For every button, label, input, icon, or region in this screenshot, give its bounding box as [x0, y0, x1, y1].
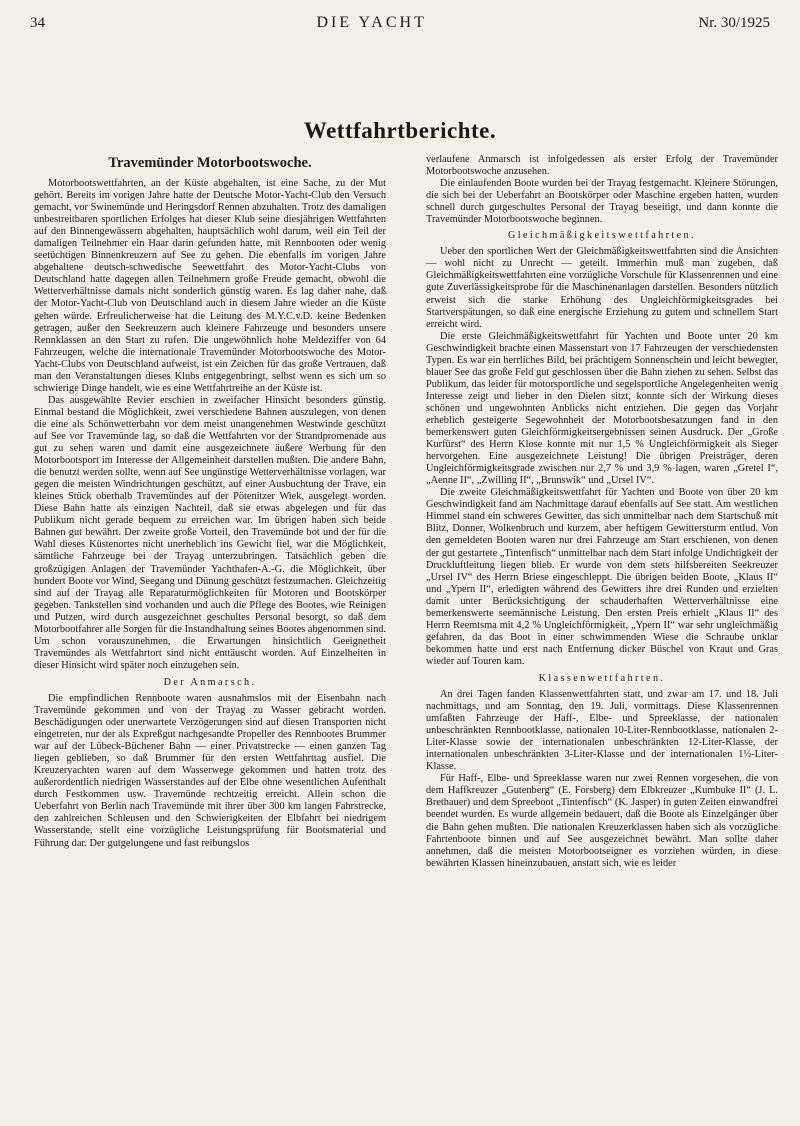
left-column — [34, 154, 386, 1116]
section-title: Wettfahrtberichte. — [303, 118, 497, 143]
page-number: 34 — [30, 15, 45, 31]
subheading-anmarsch: Der Anmarsch. — [163, 676, 257, 688]
paragraph: Das ausgewählte Revier erschien in zweifacher Hinsicht besonders günstig. Einmal bestand die Möglichkeit, zwei verschiedene Bahnen auszulegen, von denen die eine als Schönwetterbahn vor dem meist unangenehmen Westwinde geschützt auf See vor Travemünde lag, so daß die Wettfahrten vor der Strandpromenade aus gut zu sehen waren und damit eine ausgezeichnete äußere Werbung für den Motorbootsport im Interesse der Allgemeinheit darstellen mußten. Die andere Bahn, die benutzt werden sollte, wenn auf See ungünstige Wetterverhältnisse vorlagen, war gegen die meisten Windrichtungen geschützt, auf einer Ausbuchtung der Trave, ein kleines Stück oberhalb Travemündes auf der Pötenitzer Wiek, ausgelegt worden. Diese Bahn hatte als einzigen Nachteil, daß sie etwas abgelegen und für das Publikum nicht gerade bequem zu erreichen war. Im übrigen haben sich beide Bahnen gut bewährt. Der zweite große Vorteil, den Travemünde bot und der für die Wahl dieses Küstenortes nicht unerheblich ins Gewicht fiel, war die Möglichkeit, sämtliche Fahrzeuge bei der Trayag unterzubringen. Tatsächlich geben die großzügigen Anlagen der Travemünder Yachthafen-A.-G. die Möglichkeit, über hundert Boote vor Wind, Seegang und Dünung geschützt festzumachen. Gleichzeitig sind auf der Trayag alle Reparaturmöglichkeiten für Motoren und Bootskörper gegeben. Tankstellen sind vorhanden und auch die Pflege des Bootes, wie Reinigen und Putzen, wird durch ausgezeichnet geschultes Personal besorgt, so daß dem Motorbootfahrer alle Sorgen für die Instandhaltung seines Bootes abgenommen sind. Um schon vorauszunehmen, die Erwartungen hinsichtlich Geeignetheit Travemündes als Wettfahrtort sind nicht enttäuscht worden. Auf Einzelheiten in dieser Hinsicht wird später noch einzugehen sein. — [34, 394, 386, 671]
running-head — [30, 14, 770, 32]
paragraph: An drei Tagen fanden Klassenwettfahrten statt, und zwar am 17. und 18. Juli nachmittags, und am Sonntag, den 19. Juli, vormittags. Diese Klassenrennen umfaßten Fahrzeuge der Haff-, Elbe- und Spreeklasse, der nationalen unbeschränkten Rennbootklasse, nationalen 10-Liter-Rennbootklasse, nationalen 2-Liter-Klasse sowie der internationalen unbeschränkten 12-Liter-Klasse, der internationalen unbeschränkten 3-Liter-Klasse und der internationalen 1½-Liter-Klasse. — [426, 689, 778, 773]
paragraph: Motorbootswettfahrten, an der Küste abgehalten, ist eine Sache, zu der Mut gehört. Bereits im vorigen Jahre hatte der Deutsche Motor-Yacht-Club den Versuch gemacht, vor Swinemünde und Heringsdorf Rennen abzuhalten. Trotz des damaligen unbestreitbaren sportlichen Erfolges hat dieser Klub seine diesjährigen Wettfahrten auf den Binnengewässern abgehalten, hauptsächlich wohl darum, weil ein Teil der damaligen Teilnehmer ein Haar darin gefunden hatte, mit Rennbooten oder wenig seetüchtigen Binnenkreuzern auf See zu gehen. Die ebenfalls im vorigen Jahre abgehaltene deutsch-schwedische Seewettfahrt des Motor-Yacht-Clubs von Deutschland hatte dagegen allen Teilnehmern große Freude gemacht, obwohl die Wetterverhältnisse damals nicht sonderlich günstig waren. Es lag daher nahe, daß der Motor-Yacht-Club von Deutschland auch in diesem Jahre wieder an die Küste gehen würde. Erfreulicherweise hat die Leitung des M.Y.C.v.D. keine Bedenken getragen, außer den Seekreuzern auch kleinere Fahrzeuge und besonders unsere Rennklassen an den Start zu rufen. Die ungewöhnlich hohe Meldeziffer von 64 Fahrzeugen, welche die internationale Travemünder Motorbootswoche des Motor-Yacht-Clubs von Deutschland aufweist, ist ein Zeichen für das große Vertrauen, daß man den Veranstaltungen dieses Klubs entgegenbringt, selbst wenn es sich um so schwierige Dinge handelt, wie es eine Wettfahrtreihe an der Küste ist. — [34, 178, 386, 394]
subheading-gleichmaessigkeit: Gleichmäßigkeitswettfahrten. — [508, 230, 696, 242]
journal-title: DIE YACHT — [316, 14, 427, 31]
subheading-klassenwettfahrten: Klassenwettfahrten. — [538, 672, 666, 684]
paragraph: Die einlaufenden Boote wurden bei der Trayag festgemacht. Kleinere Störungen, die sich bei der Ueberfahrt an Bootskörper oder Maschine ergeben hatten, wurden schnell durch gutgeschultes Personal der Trayag beseitigt, und dann konnte die Travemünder Motorbootswoche beginnen. — [426, 178, 778, 226]
paragraph: verlaufene Anmarsch ist infolgedessen als erster Erfolg der Travemünder Motorbootswoche anzusehen. — [426, 154, 778, 178]
paragraph: Die erste Gleichmäßigkeitswettfahrt für Yachten und Boote unter 20 km Geschwindigkeit brachte einen Massenstart von 17 Fahrzeugen der verschiedensten Typen. Es war ein herrliches Bild, bei prächtigem Sonnenschein und leicht bewegter, blauer See das große Feld gut geschlossen über die Bahn ziehen zu sehen. Selbst das Publikum, das leider für motorsportliche und segelsportliche Angelegenheiten wenig Interesse zeigt und lieber in den Dielen sitzt, konnte sich der Wirkung dieses schönen und ungewohnten Anblicks nicht entziehen. Die gegen das Vorjahr erheblich gesteigerte Segewohnheit der Motorbootsbesatzungen fand in den bemerkenswert guten Gleichförmigkeitsergebnissen seinen Ausdruck. Der „Große Kurfürst“ des Herrn Klose konnte mit nur 1,5 % Ungleichförmigkeit als Sieger hervorgehen. Eine ausgezeichnete Leistung! Die übrigen Preisträger, deren Ungleichförmigkeitsgrade zwischen nur 2,7 % und 3,9 % lagen, waren „Gretel I“, „Aenne II“, „Zwilling II“, „Brunswik“ und „Ursel IV“. — [426, 330, 778, 487]
paragraph: Die zweite Gleichmäßigkeitswettfahrt für Yachten und Boote von über 20 km Geschwindigkeit fand am Nachmittage darauf ebenfalls auf See statt. Am westlichen Himmel stand ein schweres Gewitter, das sich unmittelbar nach dem Startschuß mit Blitz, Donner, Wolkenbruch und kurzem, aber heftigem Gewittersturm entlud. Von den gemeldeten Booten waren nur drei Fahrzeuge am Start erschienen, von denen der gut gestartete „Tintenfisch“ unmittelbar nach dem Start infolge Undichtigkeit der Druckluftleitung liegen blieb. Er wurde von dem stets hilfsbereiten Seekreuzer „Ursel IV“ des Herrn Briese eingeschleppt. Die übrigen beiden Boote, „Klaus II“ und „Ypern II“, erledigten während des Gewitters ihre drei Runden und erzielten damit unter Berücksichtigung der schauderhaften Wetterverhältnisse eine bemerkenswerte seemännische Leistung. Den ersten Preis erhielt „Klaus II“ des Herrn Reemtsma mit 4,2 % Ungleichförmigkeit, „Ypern II“ war sehr ungleichmäßig gefahren, da das Boot in einer schwimmenden Wiese die Schraube unklar bekommen hatte und erst nach Entfernung dicker Büschel von Kraut und Gras wieder auf Touren kam. — [426, 487, 778, 667]
paragraph: Ueber den sportlichen Wert der Gleichmäßigkeitswettfahrten sind die Ansichten — wohl nicht zu Unrecht — geteilt. Immerhin muß man zugeben, daß Gleichmäßigkeitswettfahrten eine vorzügliche Vorschule für Klassenrennen und eine gute Zuverlässigkeitsprobe für die Maschinenanlagen darstellen. Besonders nützlich erweist sich die starke Erhöhung des Ungleichförmigkeitsgrades bei Startverspätungen, so daß eine energische Erziehung zu gutem und schnellem Start erreicht wird. — [426, 246, 778, 330]
paragraph: Die empfindlichen Rennboote waren ausnahmslos mit der Eisenbahn nach Travemünde gekommen und von der Trayag zu Wasser gebracht worden. Beschädigungen oder unerwartete Verzögerungen sind auf diesen Transporten nicht eingetreten, nur der als Expreßgut nachgesandte Propeller des Rennbootes Brummer war auf der Lübeck-Büchener Bahn — einer Privatstrecke — einen ganzen Tag liegen geblieben, so daß Brummer für den ersten Wettfahrttag ausfiel. Die Kreuzeryachten waren auf dem Wasserwege gekommen und hatten trotz des außerordentlich niedrigen Wasserstandes auf der Elbe ohne wesentlichen Aufenthalt durch Festkommen usw. Travemünde rechtzeitig erreicht. Allein schon die Ueberfahrt von Berlin nach Travemünde mit ihrer über 300 km langen Fahrstrecke, den zahlreichen Schleusen und den Schwierigkeiten der Elbfahrt bei niedrigem Wasserstande, stellt eine vorzügliche Leistungsprüfung für Bootsmaterial und Führung dar. Der gutgelungene und fast reibungslos — [34, 692, 386, 849]
right-column — [426, 154, 778, 1116]
paragraph: Für Haff-, Elbe- und Spreeklasse waren nur zwei Rennen vorgesehen, die von dem Haffkreuzer „Gutenberg“ (E. Forsberg) dem Elbkreuzer „Kumbuke II“ (J. L. Brethauer) und dem Spreeboot „Tintenfisch“ (K. Jasper) in guten Zeiten einwandfrei beendet wurden. Es wurde allgemein bedauert, daß die Boote als Einzelgänger über die Bahn gehen mußten. Die nationalen Kreuzerklassen haben sich als vorzügliche Fahrtenboote binnen und auf See ausgezeichnet bewährt. Man sollte daher annehmen, daß die meisten Motorbootseigner es vorziehen würden, in diese bewährten Klassen hineinzubauen, anstatt sich, wie es leider — [426, 773, 778, 869]
article-title: Travemünder Motorbootswoche. — [108, 155, 312, 171]
issue-number: Nr. 30/1925 — [698, 15, 770, 31]
